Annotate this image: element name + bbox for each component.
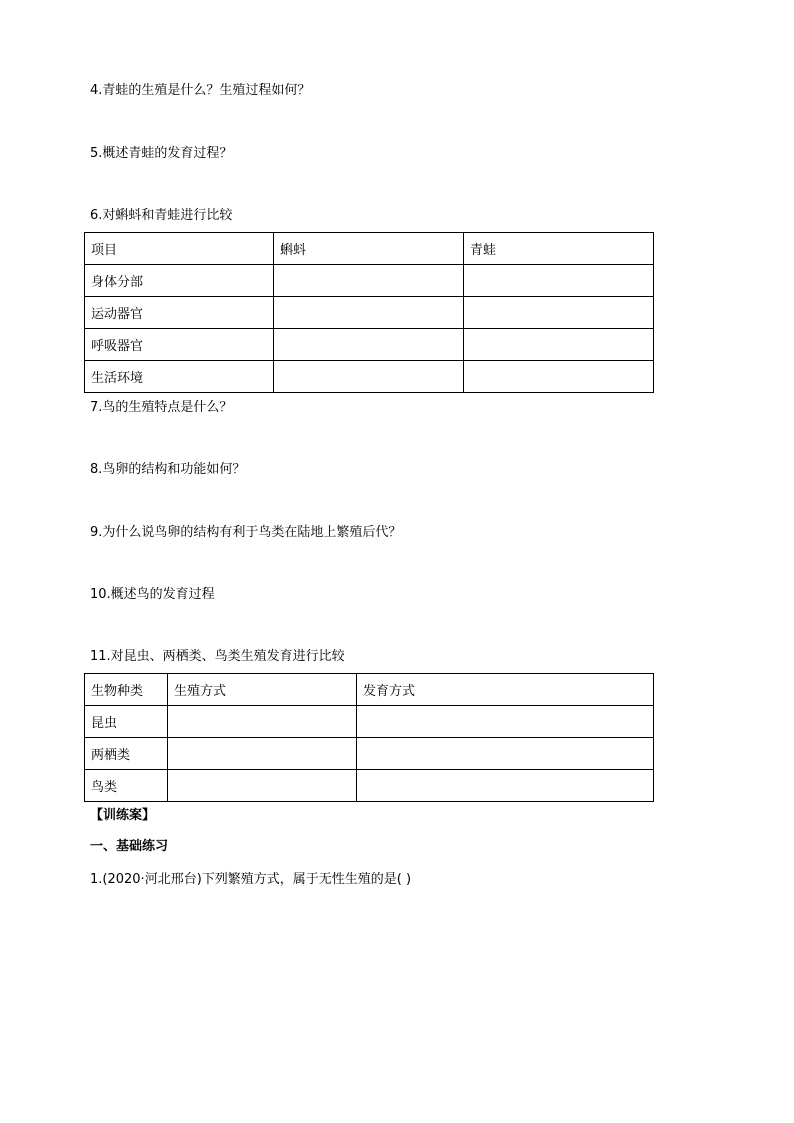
table-row <box>85 738 654 770</box>
table-row <box>85 770 654 802</box>
table-row-label: 生活环境 <box>85 361 274 393</box>
reproduction-comparison-table <box>84 673 654 802</box>
table-header-cell: 青蛙 <box>464 233 654 265</box>
table-cell <box>357 770 654 802</box>
table-cell <box>274 297 464 329</box>
table-row-label: 呼吸器官 <box>85 329 274 361</box>
question-10: 10.概述鸟的发育过程 <box>90 587 215 602</box>
question-5: 5.概述青蛙的发育过程？ <box>90 146 233 161</box>
table-header-cell: 项目 <box>85 233 274 265</box>
table-row-label: 鸟类 <box>85 770 168 802</box>
table-row-label: 两栖类 <box>85 738 168 770</box>
training-heading: 【训练案】 <box>90 808 156 823</box>
question-7: 7.鸟的生殖特点是什么？ <box>90 400 233 415</box>
table-cell <box>274 361 464 393</box>
table-cell <box>464 329 654 361</box>
table-cell <box>274 265 464 297</box>
table-row <box>85 297 654 329</box>
table-header-row <box>85 674 654 706</box>
table-row <box>85 329 654 361</box>
tadpole-frog-comparison-table <box>84 232 654 393</box>
table-cell <box>168 706 357 738</box>
table-header-cell: 生殖方式 <box>168 674 357 706</box>
table-cell <box>357 706 654 738</box>
table-row <box>85 706 654 738</box>
section-heading: 一、基础练习 <box>90 839 169 854</box>
question-11: 11.对昆虫、两栖类、鸟类生殖发育进行比较 <box>90 649 345 664</box>
table-cell <box>168 770 357 802</box>
question-4: 4.青蛙的生殖是什么？生殖过程如何？ <box>90 83 311 98</box>
table-cell <box>168 738 357 770</box>
table-row <box>85 361 654 393</box>
table-header-cell: 蝌蚪 <box>274 233 464 265</box>
table-header-cell: 发育方式 <box>357 674 654 706</box>
table-cell <box>464 265 654 297</box>
question-9: 9.为什么说鸟卵的结构有利于鸟类在陆地上繁殖后代？ <box>90 525 402 540</box>
table-cell <box>274 329 464 361</box>
table-cell <box>464 361 654 393</box>
table-cell <box>357 738 654 770</box>
table-row-label: 昆虫 <box>85 706 168 738</box>
question-8: 8.鸟卵的结构和功能如何？ <box>90 462 246 477</box>
training-question-1: 1.(2020·河北邢台)下列繁殖方式，属于无性生殖的是( ) <box>90 872 412 887</box>
table-row <box>85 265 654 297</box>
table-header-row <box>85 233 654 265</box>
question-6: 6.对蝌蚪和青蛙进行比较 <box>90 208 233 223</box>
table-row-label: 身体分部 <box>85 265 274 297</box>
table-header-cell: 生物种类 <box>85 674 168 706</box>
table-cell <box>464 297 654 329</box>
table-row-label: 运动器官 <box>85 297 274 329</box>
